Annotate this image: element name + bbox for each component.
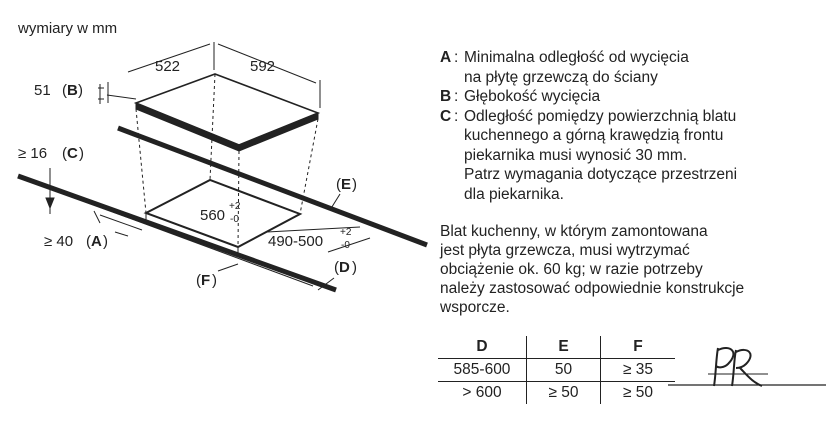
table-header: F (601, 336, 676, 359)
note-line: Blat kuchenny, w którym zamontowana (440, 223, 708, 240)
table-cell: ≥ 35 (601, 359, 676, 382)
min-dist-key-open: ( (86, 233, 91, 250)
legend-line: dla piekarnika. (464, 185, 564, 203)
legend-item-a (440, 48, 830, 87)
thickness-value: ≥ 16 (18, 145, 48, 162)
key-f-leader (218, 264, 238, 271)
thickness-key-close: ) (79, 145, 84, 162)
cutout-width-value: 560 (200, 207, 226, 224)
depth-label: 522 (155, 58, 181, 75)
note-line: należy zastosować odpowiednie konstrukcje (440, 280, 745, 297)
legend (440, 48, 830, 204)
legend-colon: : (454, 49, 459, 66)
legend-colon: : (454, 107, 459, 125)
legend-key: B (440, 88, 452, 105)
height-dimension (98, 84, 104, 104)
legend-line: Głębokość wycięcia (464, 88, 601, 105)
legend-line: Minimalna odległość od wycięcia (464, 49, 689, 66)
table-header: D (476, 338, 488, 355)
thickness-key: C (67, 145, 78, 162)
key-d-open: ( (334, 259, 339, 276)
min-dist-key: A (91, 233, 102, 250)
cutout-depth-tol-minus: -0 (341, 240, 350, 251)
load-note (440, 222, 835, 317)
note-line: obciążenie ok. 60 kg; w razie potrzeby (440, 261, 703, 278)
legend-line: na płytę grzewczą do ściany (464, 68, 658, 86)
dimension-table (438, 336, 675, 404)
key-d-close: ) (352, 259, 357, 276)
pr-logo (668, 344, 828, 394)
height-value: 51 (34, 82, 51, 99)
table-cell: 50 (527, 359, 601, 382)
legend-line: piekarnika musi wynosić 30 mm. (464, 146, 688, 164)
table-row (438, 359, 675, 382)
legend-colon: : (454, 88, 459, 105)
cutout-depth-tol-plus: +2 (340, 227, 352, 238)
legend-line: Odległość pomiędzy powierzchnią blatu (464, 107, 737, 125)
legend-key: C (440, 107, 452, 125)
key-d: D (339, 259, 350, 276)
legend-item-b (440, 87, 830, 107)
table-row (438, 382, 675, 405)
key-e-open: ( (336, 176, 341, 193)
legend-line: kuchennego a górną krawędzią frontu (464, 127, 724, 144)
key-e: E (341, 176, 352, 193)
cooktop (136, 74, 318, 151)
cutout-width-tol-minus: -0 (230, 214, 239, 225)
key-f: F (201, 272, 211, 289)
min-dist-key-close: ) (103, 233, 108, 250)
note-line: wsporcze. (440, 299, 510, 316)
table-cell: > 600 (462, 384, 502, 401)
legend-key: A (440, 49, 452, 66)
legend-item-c (440, 107, 830, 205)
key-e-close: ) (352, 176, 357, 193)
table-cell: 585-600 (453, 361, 511, 378)
cutout-depth-value: 490-500 (268, 233, 324, 250)
legend-text (464, 107, 830, 205)
legend-text (464, 48, 830, 87)
table-cell: ≥ 50 (601, 382, 676, 405)
legend-line: Patrz wymagania dotyczące przestrzeni (464, 166, 738, 183)
height-key-open: ( (62, 82, 67, 99)
table-cell: ≥ 50 (527, 382, 601, 405)
key-f-open: ( (196, 272, 201, 289)
key-f-close: ) (212, 272, 217, 289)
table-header-row (438, 336, 675, 359)
table-header: E (527, 336, 601, 359)
min-dist-value: ≥ 40 (44, 233, 74, 250)
units-label: wymiary w mm (18, 20, 118, 37)
width-label: 592 (250, 58, 276, 75)
height-key: B (67, 82, 78, 99)
legend-text (464, 87, 830, 107)
height-key-close: ) (78, 82, 83, 99)
cutout-width-tol-plus: +2 (229, 201, 241, 212)
note-line: jest płyta grzewcza, musi wytrzymać (440, 242, 690, 259)
thickness-key-open: ( (62, 145, 67, 162)
